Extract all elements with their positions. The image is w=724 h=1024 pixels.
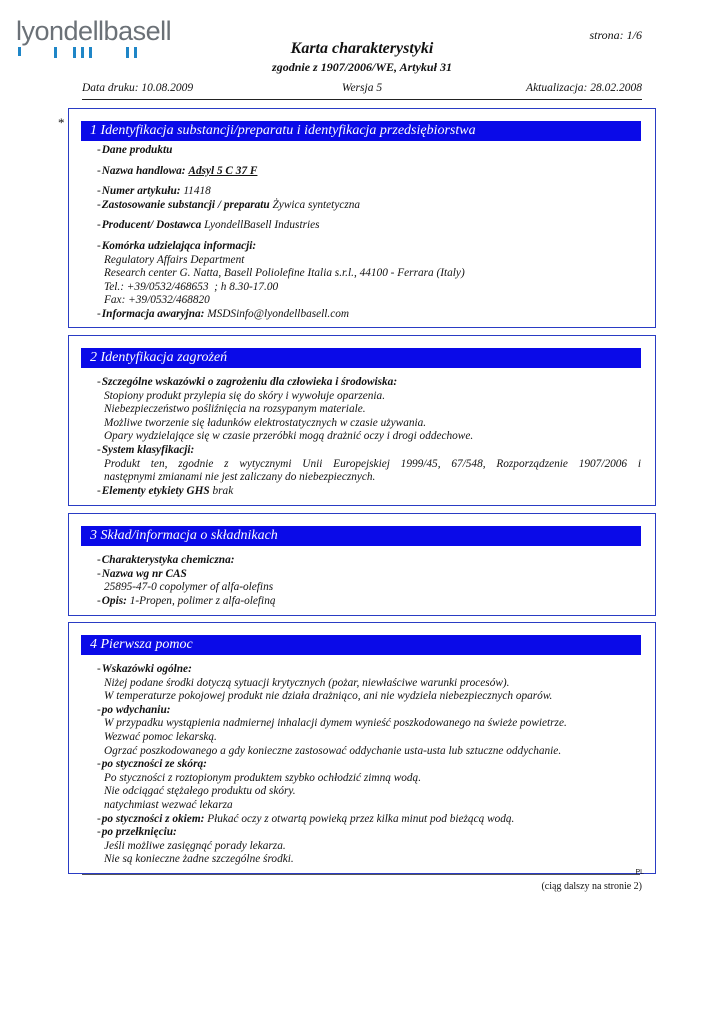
general-line: Niżej podane środki dotyczą sytuacji krytycznych (pożar, niewłaściwe warunki procesów). bbox=[104, 676, 510, 689]
info-line: Regulatory Affairs Department bbox=[104, 253, 245, 266]
section-3-body: -Charakterystyka chemiczna: -Nazwa wg nr CAS 25895-47-0 copolymer of alfa-olefins -Opis: 1-Propen, polimer z alfa-olefiną bbox=[97, 554, 641, 608]
footer-divider bbox=[82, 874, 640, 875]
section-3 bbox=[68, 513, 656, 616]
inhalation-line: Ogrzać poszkodowanego a gdy konieczne zastosować oddychanie usta-usta lub sztuczne oddychanie. bbox=[104, 744, 562, 757]
language-code: PL bbox=[635, 869, 644, 876]
document-title: Karta charakterystyki bbox=[290, 40, 434, 57]
swallow-line: Jeśli możliwe zasięgnąć porady lekarza. bbox=[104, 839, 286, 852]
hazard-line: Niebezpieczeństwo pośliźnięcia na rozsypanym materiale. bbox=[104, 403, 366, 416]
info-line: Tel.: +39/0532/468653 ; h 8.30-17.00 bbox=[104, 280, 279, 293]
use-value: Żywica syntetyczna bbox=[272, 198, 361, 211]
section-1-body: -Dane produktu -Nazwa handlowa: Adsyl 5 C 37 F -Numer artykułu: 11418 -Zastosowanie substancji / preparatu Żywica syntetyczna -Producent/ Dostawca LyondellBasell Industries -Komórka udzielająca informacji: Regulatory Affairs Department Research center G. Natta, Basell Poliolefine Italia s.r.l., 44100 - Ferrara (Italy) Tel.: +39/0532/468653 ; h 8.30-17.00 Fax: +39/0532/468820 -Informacja awaryjna: MSDSinfo@lyondellbasell.com bbox=[97, 144, 641, 322]
page-number: strona: 1/6 bbox=[589, 28, 642, 42]
info-line: Research center G. Natta, Basell Poliolefine Italia s.r.l., 44100 - Ferrara (Italy) bbox=[104, 267, 465, 280]
general-label: Wskazówki ogólne: bbox=[101, 663, 192, 675]
hazard-line: Możliwe tworzenie się ładunków elektrostatycznych w czasie używania. bbox=[104, 416, 427, 429]
update-date: Aktualizacja: 28.02.2008 bbox=[526, 82, 642, 94]
cas-value: 25895-47-0 copolymer of alfa-olefins bbox=[104, 581, 274, 594]
section-4-heading: 4 Pierwsza pomoc bbox=[81, 635, 641, 655]
use-label: Zastosowanie substancji / preparatu bbox=[101, 198, 270, 211]
description-label: Opis: bbox=[101, 594, 127, 607]
producer-label: Producent/ Dostawca bbox=[101, 219, 202, 232]
ghs-value: brak bbox=[212, 484, 234, 497]
section-2-body: -Szczególne wskazówki o zagrożeniu dla człowieka i środowiska: Stopiony produkt przylepia się do skóry i wywołuje oparzenia. Niebezpieczeństwo pośliźnięcia na rozsypanym materiale. Możliwe tworzenie się ładunków elektrostatycznych w czasie używania. Opary wydzielające się w czasie przeróbki mogą drażnić oczy i drogi oddechowe. -System klasyfikacji: Produkt ten, zgodnie z wytycznymi Unii Europejskiej 1999/45, 67/548, Rozporządzenie 1907/2006 i następnymi zmianami nie jest zaliczany do niebezpiecznych. -Elementy etykiety GHS brak bbox=[97, 376, 641, 497]
trade-name: Adsyl 5 C 37 F bbox=[188, 164, 258, 177]
section-4-body: -Wskazówki ogólne: Niżej podane środki dotyczą sytuacji krytycznych (pożar, niewłaściwe warunki procesów). W temperaturze pokojowej produkt nie działa drażniąco, ani nie wydziela niebezpiecznych oparów. -po wdychaniu: W przypadku wystąpienia nadmiernej inhalacji dymem wynieść poszkodowanego na świeże powietrze. Wezwać pomoc lekarską. Ogrzać poszkodowanego a gdy konieczne zastosować oddychanie usta-usta lub sztuczne oddychanie. -po styczności ze skórą: Po styczności z roztopionym produktem szybko ochłodzić zimną wodą. Nie odciągać stężałego produktu od skóry. natychmiast wezwać lekarza -po styczności z okiem: Płukać oczy z otwartą powieką przez kilka minut pod bieżącą wodą. -po przełknięciu: Jeśli możliwe zasięgnąć porady lekarza. Nie są konieczne żadne szczególne środki. bbox=[97, 663, 641, 867]
header-divider bbox=[82, 99, 642, 100]
hazards-label: Szczególne wskazówki o zagrożeniu dla człowieka i środowiska: bbox=[101, 376, 398, 388]
document-subtitle: zgodnie z 1907/2006/WE, Artykuł 31 bbox=[272, 60, 452, 74]
swallow-line: Nie są konieczne żadne szczególne środki. bbox=[104, 853, 294, 866]
classification-label: System klasyfikacji: bbox=[101, 443, 195, 456]
general-line: W temperaturze pokojowej produkt nie działa drażniąco, ani nie wydziela niebezpiecznych oparów. bbox=[104, 690, 553, 703]
skin-label: po styczności ze skórą: bbox=[101, 758, 207, 771]
section-1-heading: 1 Identyfikacja substancji/preparatu i identyfikacja przedsiębiorstwa bbox=[81, 121, 641, 141]
version: Wersja 5 bbox=[341, 82, 383, 94]
eye-label: po styczności z okiem: bbox=[101, 812, 205, 825]
article-number: 11418 bbox=[183, 185, 211, 198]
classification-line: Produkt ten, zgodnie z wytycznymi Unii Europejskiej 1999/45, 67/548, Rozporządzenie 1907/2006 i bbox=[104, 457, 641, 470]
print-date: Data druku: 10.08.2009 bbox=[82, 82, 194, 94]
section-2 bbox=[68, 335, 656, 506]
section-2-heading: 2 Identyfikacja zagrożeń bbox=[81, 348, 641, 368]
eye-value: Płukać oczy z otwartą powieką przez kilka minut pod bieżącą wodą. bbox=[207, 812, 515, 825]
section-1 bbox=[68, 108, 656, 328]
info-line: Fax: +39/0532/468820 bbox=[104, 294, 210, 307]
inhalation-line: W przypadku wystąpienia nadmiernej inhalacji dymem wynieść poszkodowanego na świeże powietrze. bbox=[104, 717, 567, 730]
skin-line: Nie odciągać stężałego produktu od skóry. bbox=[104, 785, 296, 798]
hazard-line: Opary wydzielające się w czasie przeróbki mogą drażnić oczy i drogi oddechowe. bbox=[104, 430, 474, 443]
swallow-label: po przełknięciu: bbox=[101, 826, 177, 839]
emergency-label: Informacja awaryjna: bbox=[101, 307, 205, 320]
ghs-label: Elementy etykiety GHS bbox=[101, 484, 210, 497]
section-4 bbox=[68, 622, 656, 874]
skin-line: Po styczności z roztopionym produktem szybko ochłodzić zimną wodą. bbox=[104, 771, 422, 784]
trade-name-label: Nazwa handlowa: bbox=[101, 164, 186, 177]
emergency-email[interactable]: MSDSinfo@lyondellbasell.com bbox=[207, 307, 350, 320]
logo-wordmark: lyondellbasell bbox=[16, 16, 172, 46]
hazard-line: Stopiony produkt przylepia się do skóry i wywołuje oparzenia. bbox=[104, 389, 386, 402]
producer-value: LyondellBasell Industries bbox=[204, 219, 320, 232]
chem-label: Charakterystyka chemiczna: bbox=[101, 554, 235, 566]
cas-label: Nazwa wg nr CAS bbox=[101, 567, 187, 580]
classification-line: następnymi zmianami nie jest zaliczany do niebezpiecznych. bbox=[104, 471, 376, 484]
product-data-label: Dane produktu bbox=[101, 144, 173, 156]
inhalation-label: po wdychaniu: bbox=[101, 703, 171, 716]
info-label: Komórka udzielająca informacji: bbox=[101, 239, 257, 252]
inhalation-line: Wezwać pomoc lekarską. bbox=[104, 730, 217, 743]
skin-line: natychmiast wezwać lekarza bbox=[104, 798, 233, 811]
change-marker: * bbox=[58, 115, 65, 130]
continued-note: (ciąg dalszy na stronie 2) bbox=[541, 881, 642, 892]
description-value: 1-Propen, polimer z alfa-olefiną bbox=[129, 594, 276, 607]
article-label: Numer artykułu: bbox=[101, 185, 181, 198]
section-3-heading: 3 Skład/informacja o składnikach bbox=[81, 526, 641, 546]
